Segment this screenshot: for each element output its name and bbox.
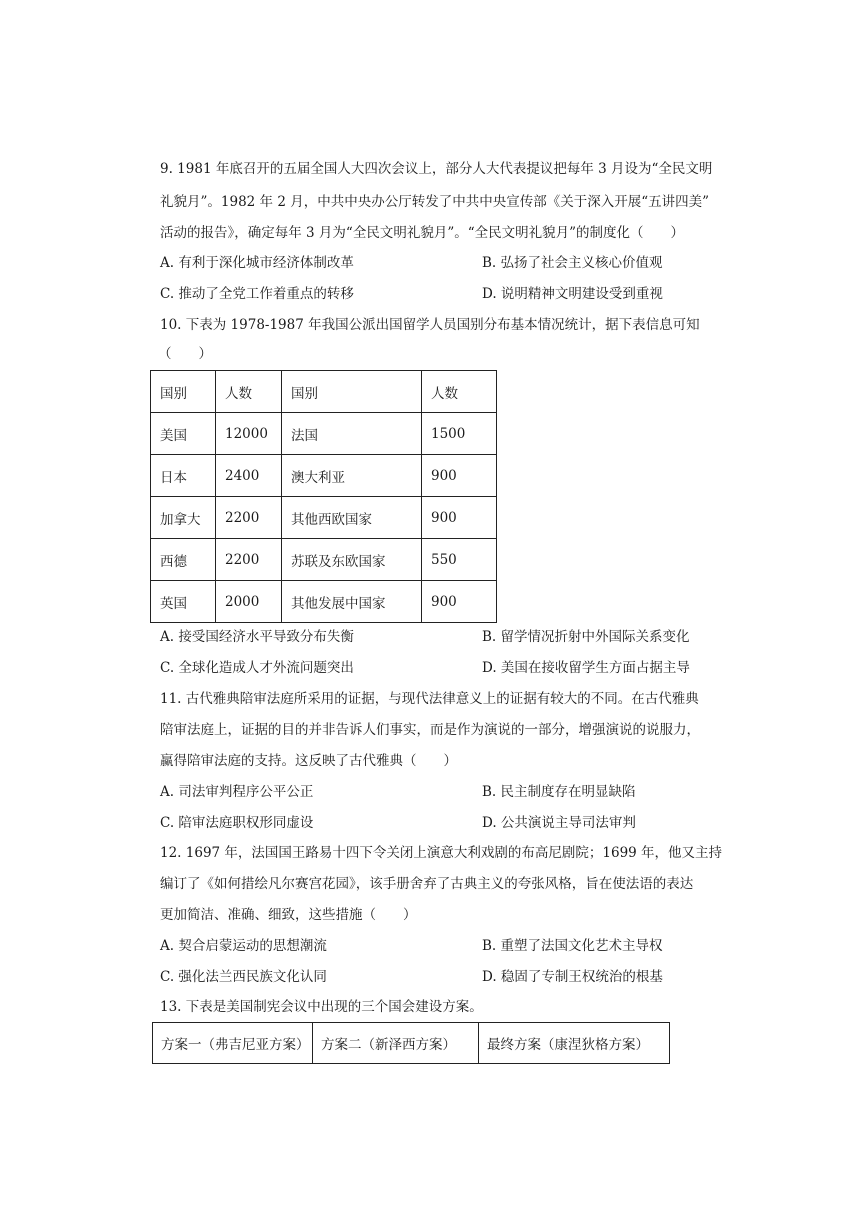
- q10-stem-line-1: 10. 下表为 1978-1987 年我国公派出国留学人员国别分布基本情况统计，据下表信息可知: [160, 317, 700, 333]
- table-cell: 550: [422, 539, 497, 581]
- table-cell: 法国: [282, 413, 422, 455]
- q10-table: [150, 370, 497, 623]
- table-row: [151, 497, 497, 539]
- q11-option-a: A. 司法审判程序公平公正: [160, 784, 314, 800]
- q11-option-d: D. 公共演说主导司法审判: [482, 815, 636, 831]
- table-row: [151, 413, 497, 455]
- q12-stem-line-2: 编订了《如何措绘凡尔赛宫花园》，该手册舍弃了古典主义的夸张风格，旨在使法语的表达: [160, 876, 694, 892]
- table-cell: 苏联及东欧国家: [282, 539, 422, 581]
- table-cell: 1500: [422, 413, 497, 455]
- table-header-cell: 方案一（弗吉尼亚方案）: [153, 1023, 313, 1064]
- table-cell: 加拿大: [151, 497, 216, 539]
- table-row: [151, 455, 497, 497]
- q12-stem-line-1: 12. 1697 年，法国国王路易十四下令关闭上演意大利戏剧的布高尼剧院；1699 年，他又主持: [160, 845, 723, 861]
- table-header-row: [153, 1023, 670, 1064]
- table-cell: 2200: [216, 497, 282, 539]
- table-cell: 英国: [151, 581, 216, 623]
- q9-option-a: A. 有利于深化城市经济体制改革: [160, 255, 354, 271]
- q12-option-b: B. 重塑了法国文化艺术主导权: [482, 938, 663, 954]
- table-cell: 900: [422, 497, 497, 539]
- table-header-cell: 国别: [151, 371, 216, 413]
- table-cell: 西德: [151, 539, 216, 581]
- q11-stem-line-1: 11. 古代雅典陪审法庭所采用的证据，与现代法律意义上的证据有较大的不同。在古代雅典: [160, 691, 699, 707]
- table-header-cell: 国别: [282, 371, 422, 413]
- q13-table: [152, 1022, 670, 1064]
- table-cell: 900: [422, 455, 497, 497]
- table-row: [151, 539, 497, 581]
- q9-stem-line-1: 9. 1981 年底召开的五届全国人大四次会议上，部分人大代表提议把每年 3 月设为“全民文明: [160, 161, 713, 177]
- q10-option-a: A. 接受国经济水平导致分布失衡: [160, 629, 354, 645]
- table-cell: 2000: [216, 581, 282, 623]
- table-cell: 12000: [216, 413, 282, 455]
- q10-stem-line-2: （ ）: [158, 346, 212, 362]
- q10-option-b: B. 留学情况折射中外国际关系变化: [482, 629, 690, 645]
- q12-option-d: D. 稳固了专制王权统治的根基: [482, 969, 663, 985]
- q13-stem-line-1: 13. 下表是美国制宪会议中出现的三个国会建设方案。: [160, 999, 483, 1015]
- table-header-cell: 人数: [422, 371, 497, 413]
- q9-option-b: B. 弘扬了社会主义核心价值观: [482, 255, 663, 271]
- table-header-cell: 方案二（新泽西方案）: [313, 1023, 479, 1064]
- q9-stem-line-3: 活动的报告》，确定每年 3 月为“全民文明礼貌月”。“全民文明礼貌月”的制度化（ ）: [160, 225, 685, 241]
- table-cell: 2400: [216, 455, 282, 497]
- q10-option-c: C. 全球化造成人才外流问题突出: [160, 660, 354, 676]
- table-cell: 澳大利亚: [282, 455, 422, 497]
- table-header-cell: 人数: [216, 371, 282, 413]
- table-cell: 2200: [216, 539, 282, 581]
- q11-stem-line-2: 陪审法庭上，证据的目的并非告诉人们事实，而是作为演说的一部分，增强演说的说服力，: [160, 722, 700, 738]
- q12-option-a: A. 契合启蒙运动的思想潮流: [160, 938, 327, 954]
- q9-option-c: C. 推动了全党工作着重点的转移: [160, 286, 354, 302]
- q11-option-c: C. 陪审法庭职权形同虚设: [160, 815, 314, 831]
- table-header-row: [151, 371, 497, 413]
- q11-stem-line-3: 赢得陪审法庭的支持。这反映了古代雅典（ ）: [160, 753, 457, 769]
- q12-option-c: C. 强化法兰西民族文化认同: [160, 969, 327, 985]
- table-header-cell: 最终方案（康涅狄格方案）: [479, 1023, 670, 1064]
- q12-stem-line-3: 更加简洁、准确、细致，这些措施（ ）: [160, 907, 417, 923]
- table-row: [151, 581, 497, 623]
- q10-option-d: D. 美国在接收留学生方面占据主导: [482, 660, 690, 676]
- table-cell: 日本: [151, 455, 216, 497]
- q11-option-b: B. 民主制度存在明显缺陷: [482, 784, 636, 800]
- table-cell: 900: [422, 581, 497, 623]
- table-cell: 其他西欧国家: [282, 497, 422, 539]
- table-cell: 美国: [151, 413, 216, 455]
- q9-stem-line-2: 礼貌月”。1982 年 2 月，中共中央办公厅转发了中共中央宣传部《关于深入开展“五讲四美”: [160, 194, 710, 210]
- table-cell: 其他发展中国家: [282, 581, 422, 623]
- q9-option-d: D. 说明精神文明建设受到重视: [482, 286, 663, 302]
